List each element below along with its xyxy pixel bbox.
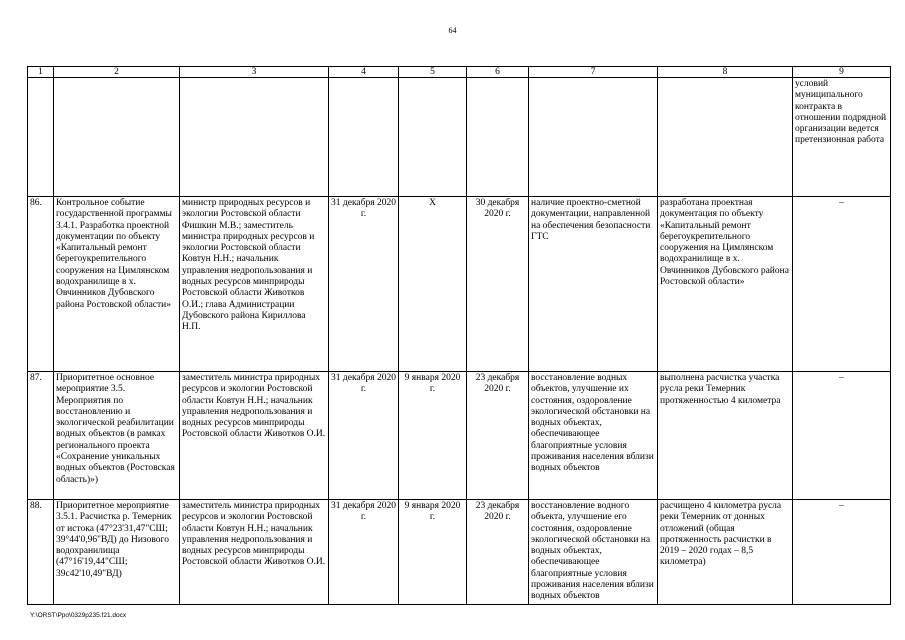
event-name-cell [54, 78, 180, 197]
header-cell: 6 [467, 67, 529, 78]
responsible-cell [180, 78, 329, 197]
row-number-cell: 88. [28, 500, 54, 605]
event-name-cell: Приоритетное основное мероприятие 3.5. Мероприятия по восстановлению и экологической реабилитации водных объектов (в рамках регионального проекта «Сохранение уникальных водных объектов (Ростовская область)») [54, 372, 180, 500]
row-number-cell [28, 78, 54, 197]
planned-date-cell: 31 декабря 2020 г. [329, 372, 399, 500]
header-cell: 2 [54, 67, 180, 78]
row-number-cell: 86. [28, 197, 54, 372]
actual-date-cell: 23 декабря 2020 г. [467, 372, 529, 500]
table-row [28, 197, 891, 372]
planned-date-cell [329, 78, 399, 197]
start-date-cell: 9 января 2020 г. [399, 500, 467, 605]
responsible-cell: заместитель министра природных ресурсов и экологии Ростовской области Ковтун Н.Н.; начальник управления недропользования и водных ресурсов минприроды Ростовской области Животков О.И. [180, 372, 329, 500]
header-cell: 4 [329, 67, 399, 78]
header-cell: 9 [793, 67, 891, 78]
actual-result-cell [658, 78, 793, 197]
table-row [28, 78, 891, 197]
row-number-cell: 87. [28, 372, 54, 500]
notes-cell: условий муниципального контракта в отношении подрядной организации ведется претензионная работа [793, 78, 891, 197]
expected-result-cell [529, 78, 658, 197]
responsible-cell: министр природных ресурсов и экологии Ростовской области Фишкин М.В.; заместитель министра природных ресурсов и экологии Ростовской области Ковтун Н.Н.; начальник управления недропользования и водных ресурсов минприроды Ростовской области Животков О.И.; глава Администрации Дубовского района Кириллова Н.П. [180, 197, 329, 372]
actual-date-cell: 30 декабря 2020 г. [467, 197, 529, 372]
header-cell: 3 [180, 67, 329, 78]
header-cell: 5 [399, 67, 467, 78]
header-cell: 1 [28, 67, 54, 78]
header-cell: 8 [658, 67, 793, 78]
actual-result-cell: разработана проектная документация по объекту «Капитальный ремонт берегоукрепительного сооружения на Цимлянском водохранилище в х. Овчинников Дубовского района Ростовской области» [658, 197, 793, 372]
actual-date-cell [467, 78, 529, 197]
file-path-footer: Y:\ORST\Ppo\0329p235.f21.docx [30, 612, 127, 619]
notes-cell: – [793, 372, 891, 500]
notes-cell: – [793, 500, 891, 605]
start-date-cell [399, 78, 467, 197]
table-header-row [28, 67, 891, 78]
event-name-cell: Приоритетное мероприятие 3.5.1. Расчистка р. Темерник от истока (47°23'31,47"СШ; 39°44'0,96"ВД) до Низового водохранилища (47°16'19,44"СШ; 39с42'10,49"ВД) [54, 500, 180, 605]
responsible-cell: заместитель министра природных ресурсов и экологии Ростовской области Ковтун Н.Н.; начальник управления недропользования и водных ресурсов минприроды Ростовской области Животков О.И. [180, 500, 329, 605]
notes-cell: – [793, 197, 891, 372]
actual-date-cell: 23 декабря 2020 г. [467, 500, 529, 605]
table-row [28, 372, 891, 500]
start-date-cell: 9 января 2020 г. [399, 372, 467, 500]
planned-date-cell: 31 декабря 2020 г. [329, 500, 399, 605]
header-cell: 7 [529, 67, 658, 78]
expected-result-cell: восстановление водных объектов, улучшение их состояния, оздоровление экологической обстановки на водных объектах, обеспечивающее благоприятные условия проживания населения вблизи водных объектов [529, 372, 658, 500]
expected-result-cell: наличие проектно-сметной документации, направленной на обеспечения безопасности ГТС [529, 197, 658, 372]
actual-result-cell: выполнена расчистка участка русла реки Темерник протяженностью 4 километра [658, 372, 793, 500]
table-row [28, 500, 891, 605]
actual-result-cell: расчищено 4 километра русла реки Темерник от донных отложений (общая протяженность расчистки в 2019 – 2020 годах – 8,5 километра) [658, 500, 793, 605]
document-table [27, 66, 891, 605]
start-date-cell: Х [399, 197, 467, 372]
page-number: 64 [448, 26, 457, 35]
expected-result-cell: восстановление водного объекта, улучшение его состояния, оздоровление экологической обстановки на водных объектах, обеспечивающее благоприятные условия проживания населения вблизи водных объектов [529, 500, 658, 605]
planned-date-cell: 31 декабря 2020 г. [329, 197, 399, 372]
event-name-cell: Контрольное событие государственной программы 3.4.1. Разработка проектной документации по объекту «Капитальный ремонт берегоукрепительного сооружения на Цимлянском водохранилище в х. Овчинников Дубовского района Ростовской области» [54, 197, 180, 372]
